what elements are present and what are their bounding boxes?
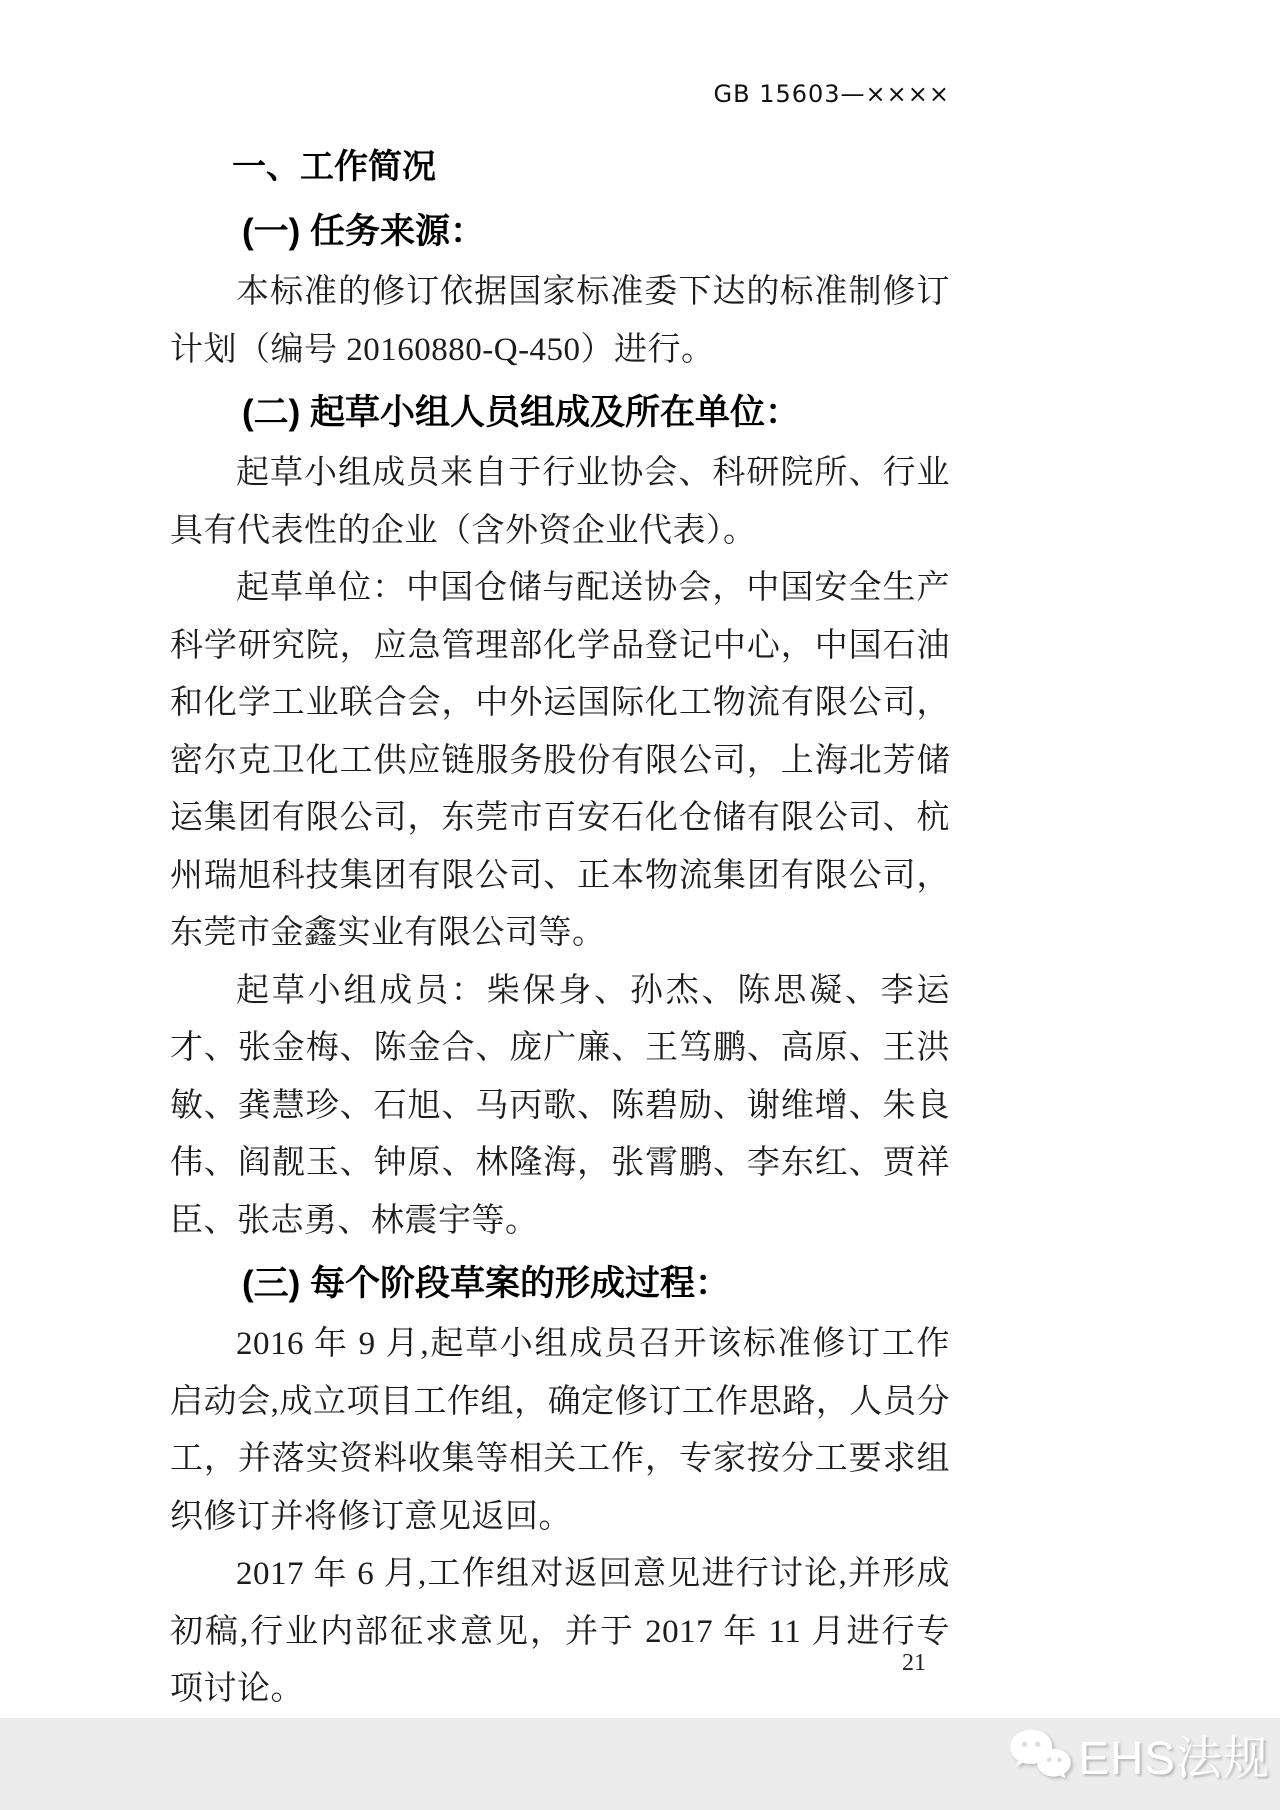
watermark — [1006, 1722, 1270, 1788]
paragraph-drafting-units: 起草单位：中国仓储与配送协会，中国安全生产科学研究院，应急管理部化学品登记中心，中国石油和化学工业联合会，中外运国际化工物流有限公司，密尔克卫化工供应链服务股份有限公司，上海北芳储运集团有限公司，东莞市百安石化仓储有限公司、杭州瑞旭科技集团有限公司、正本物流集团有限公司，东莞市金鑫实业有限公司等。 — [170, 570, 950, 951]
paragraph-drafting-members: 起草小组成员：柴保身、孙杰、陈思凝、李运才、张金梅、陈金合、庞广廉、王笃鹏、高原、王洪敏、龚慧珍、石旭、马丙歌、陈碧励、谢维增、朱良伟、阎靓玉、钟原、林隆海，张霄鹏、李东红、贾祥臣、张志勇、林震宇等。 — [170, 972, 950, 1239]
subsection-heading-draft-process: (三) 每个阶段草案的形成过程： — [242, 1264, 731, 1303]
paragraph: 起草小组成员来自于行业协会、科研院所、行业具有代表性的企业（含外资企业代表）。 — [170, 455, 950, 549]
section-title: 一、工作简况 — [232, 148, 436, 186]
wechat-icon — [1006, 1726, 1072, 1784]
document-body — [170, 136, 950, 1719]
page-number: 21 — [902, 1650, 926, 1676]
watermark-brand: EHS法规 — [1078, 1732, 1270, 1784]
paragraph: 本标准的修订依据国家标准委下达的标准制修订计划（编号 20160880-Q-450）进行。 — [170, 274, 950, 368]
standard-code-header: GB 15603—×××× — [713, 80, 950, 108]
subsection-heading-drafting-group: (二) 起草小组人员组成及所在单位： — [242, 393, 801, 432]
paragraph: 2016 年 9 月,起草小组成员召开该标准修订工作启动会,成立项目工作组，确定修订工作思路，人员分工，并落实资料收集等相关工作，专家按分工要求组织修订并将修订意见返回。 — [170, 1326, 950, 1535]
paragraph: 2017 年 6 月,工作组对返回意见进行讨论,并形成初稿,行业内部征求意见，并于 2017 年 11 月进行专项讨论。 — [170, 1556, 950, 1707]
subsection-heading-task-source: (一) 任务来源： — [242, 212, 486, 251]
